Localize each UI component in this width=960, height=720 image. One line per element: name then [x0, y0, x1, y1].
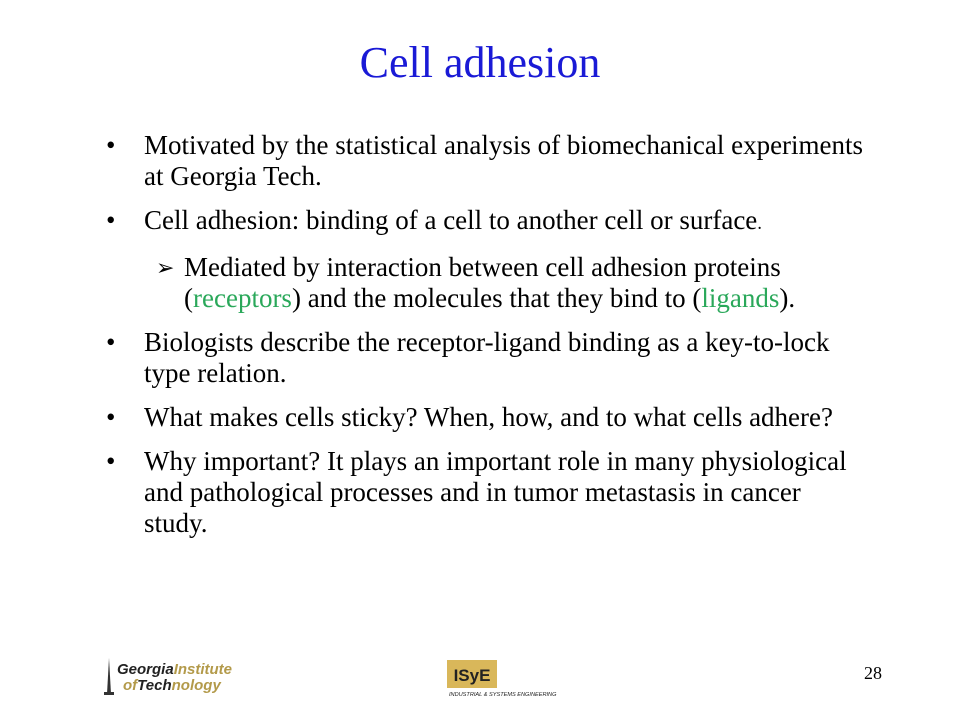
- tech-tower-icon: [104, 658, 114, 695]
- bullet-item: [106, 205, 866, 239]
- bullet-mark: •: [106, 327, 116, 357]
- gt-institute-text: Institute: [173, 661, 233, 678]
- georgia-tech-logo: [101, 654, 251, 696]
- isye-logo: [447, 658, 565, 698]
- bullet-text: Cell adhesion: binding of a cell to another cell or surface: [144, 205, 758, 235]
- page-number: 28: [864, 663, 882, 683]
- sub-bullet-item: [156, 252, 866, 314]
- bullet-item: [106, 402, 866, 433]
- svg-text:ofTechnology: [123, 677, 221, 694]
- isye-caption-text: INDUSTRIAL & SYSTEMS ENGINEERING: [449, 692, 557, 698]
- svg-text:GeorgiaInstitute: [117, 661, 232, 678]
- gt-georgia-text: Georgia: [117, 661, 174, 678]
- sub-bullet-text-2: ) and the molecules that they bind to (: [291, 283, 702, 313]
- term-ligands: ligands: [701, 283, 780, 313]
- gt-tech-text: Tech: [137, 677, 172, 694]
- bullet-mark: •: [106, 130, 116, 160]
- bullet-item: [106, 446, 866, 539]
- bullet-text: Motivated by the statistical analysis of biomechanical experiments at Georgia Tech.: [144, 130, 864, 191]
- bullet-item: [106, 327, 866, 389]
- bullet-text-period: .: [757, 213, 763, 234]
- slide-body: [106, 130, 866, 552]
- bullet-mark: •: [106, 402, 116, 432]
- gt-nology-text: nology: [171, 677, 221, 694]
- bullet-item: [106, 130, 866, 192]
- slide-title: Cell adhesion: [359, 38, 601, 87]
- bullet-text: Why important? It plays an important role in many physiological and pathological processes and in tumor metastasis in cancer study.: [144, 446, 847, 538]
- gt-of-text: of: [123, 677, 138, 694]
- bullet-text: What makes cells sticky? When, how, and to what cells adhere?: [144, 402, 834, 432]
- isye-mark-text: ISyE: [453, 666, 491, 685]
- arrow-bullet-icon: ➢: [156, 256, 175, 281]
- sub-bullet-text-1: Mediated by interaction between cell adhesion proteins (: [184, 252, 781, 313]
- sub-bullet-text-3: ).: [779, 283, 796, 313]
- bullet-mark: •: [106, 446, 116, 476]
- bullet-text: Biologists describe the receptor-ligand binding as a key-to-lock type relation.: [144, 327, 830, 388]
- bullet-mark: •: [106, 205, 116, 235]
- term-receptors: receptors: [193, 283, 292, 313]
